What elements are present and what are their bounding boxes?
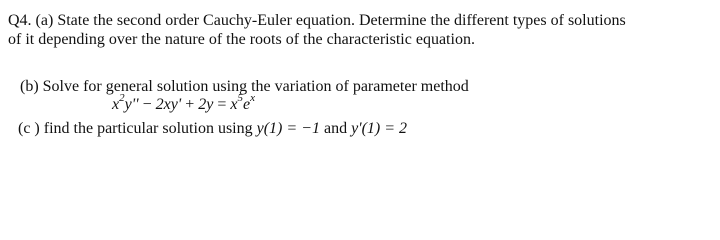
question-4c-prefix: (c ) find the particular solution using (18, 120, 257, 137)
eq-rhs-exponent: 5 (237, 91, 243, 104)
question-4b-text: (b) Solve for general solution using the variation of parameter method (20, 78, 469, 95)
eq-op-plus: + (181, 96, 199, 113)
differential-equation (112, 91, 255, 114)
eq-op-minus: − (138, 96, 156, 113)
initial-condition-2: y'(1) = 2 (351, 120, 408, 137)
question-4c-text (18, 120, 407, 138)
eq-term1-tail: y'' (124, 96, 139, 113)
question-4c-and: and (319, 120, 352, 137)
eq-rhs-exp-base: e (243, 96, 251, 113)
question-4a-line-1: Q4. (a) State the second order Cauchy-Euler equation. Determine the different types of solutions (8, 12, 626, 29)
eq-term3: 2y (198, 96, 214, 113)
eq-term1-base: x (112, 96, 120, 113)
eq-term2: 2xy' (155, 96, 182, 113)
eq-term1-exponent: 2 (119, 91, 125, 104)
question-4a-line-2: of it depending over the nature of the roots of the characteristic equation. (8, 31, 475, 48)
eq-rhs-base: x (230, 96, 238, 113)
eq-equals: = (213, 96, 231, 113)
initial-condition-1: y(1) = −1 (256, 120, 320, 137)
eq-rhs-exp-exponent: x (250, 91, 255, 104)
